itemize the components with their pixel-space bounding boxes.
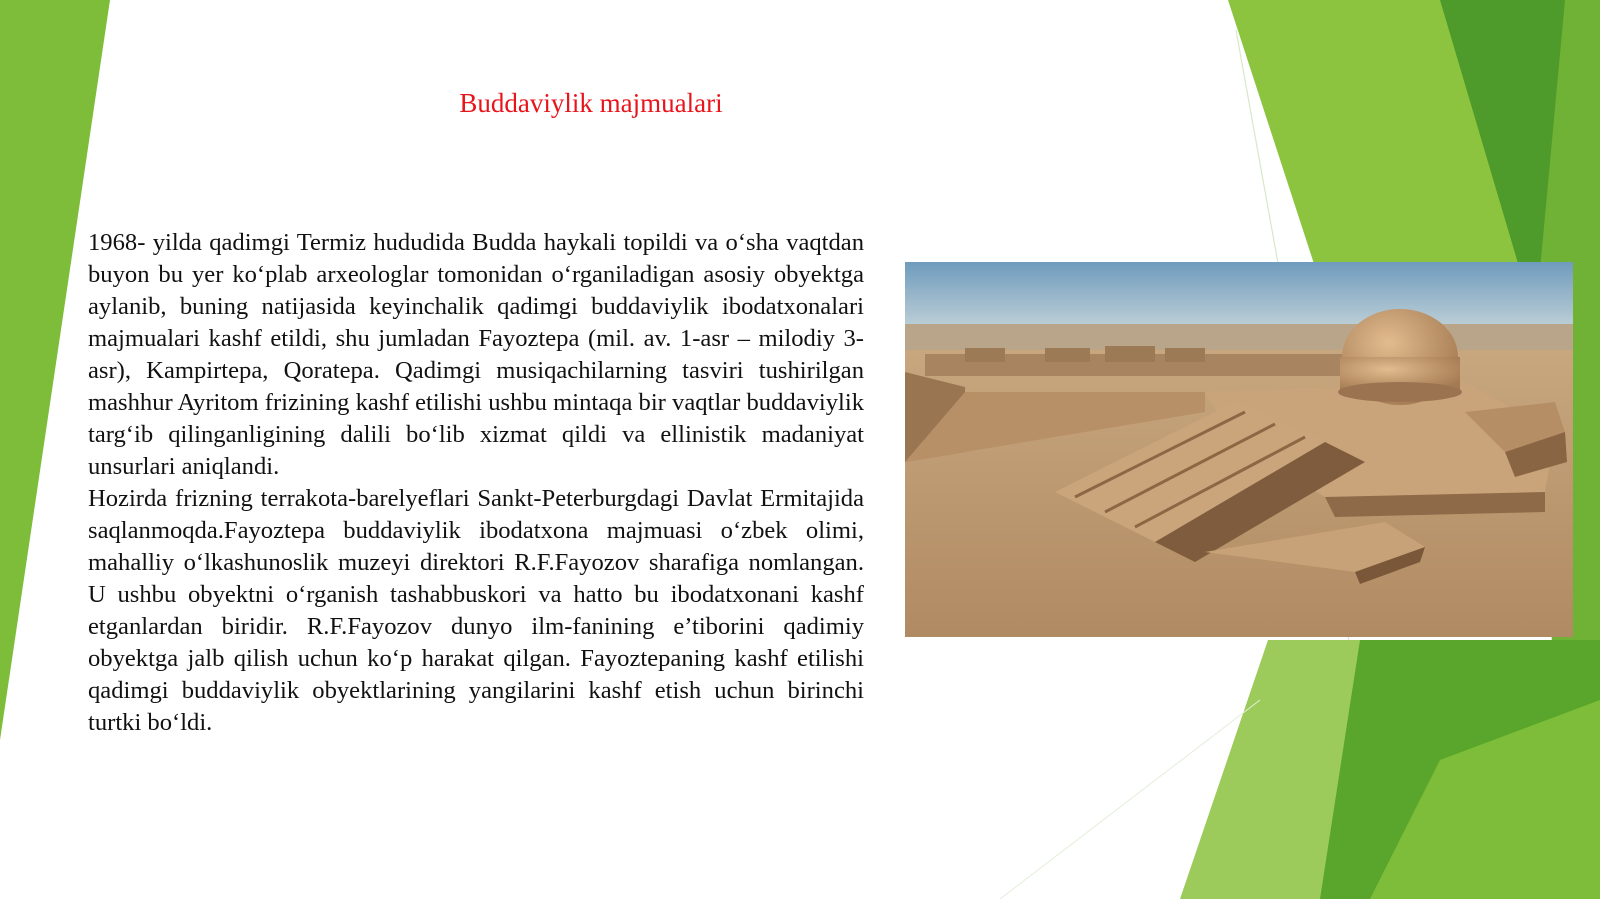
slide-title: Buddaviylik majmualari [459, 88, 723, 118]
photo-horizon [905, 324, 1573, 354]
photo-sky [905, 262, 1573, 332]
fayoztepa-ruins-illustration [905, 262, 1573, 637]
paragraph-2: Hozirda frizning terrakota-barelyeflari Sankt-Peterburgdagi Davlat Ermitajida saqlanmoqda.Fayoztepa buddaviylik ibodatxona majmuasi o‘zbek olimi, mahalliy o‘lkashunoslik muzeyi direktori R.F.Fayozov sharafiga nomlangan. U ushbu obyektni o‘rganish tashabbuskori va hatto bu ibodatxonani kashf etganlardan biridir. R.F.Fayozov dunyo ilm-fanining e’tiborini qadimiy obyektga jalb qilish uchun ko‘p harakat qilgan. Fayoztepaning kashf etilishi qadimgi buddaviylik obyektlarining yangilarini kashf etish uchun birinchi turtki bo‘ldi. [88, 485, 864, 736]
stupa-photo [905, 262, 1573, 637]
body-text [88, 227, 864, 739]
paragraph-1: 1968- yilda qadimgi Termiz hududida Budda haykali topildi va o‘sha vaqtdan buyon bu yer ko‘plab arxeologlar tomonidan o‘rganiladigan asosiy obyektga aylanib, buning natijasida keyinchalik qadimgi buddaviylik ibodatxonalari majmualari kashf etildi, shu jumladan Fayoztepa (mil. av. 1-asr – milodiy 3-asr), Kampirtepa, Qoratepa. Qadimgi musiqachilarning tasviri tushirilgan mashhur Ayritom frizining kashf etilishi ushbu mintaqa bir vaqtlar buddaviylik targ‘ib qilinganligining dalili bo‘lib xizmat qildi va ellinistik madaniyat unsurlari aniqlandi. [88, 229, 864, 480]
